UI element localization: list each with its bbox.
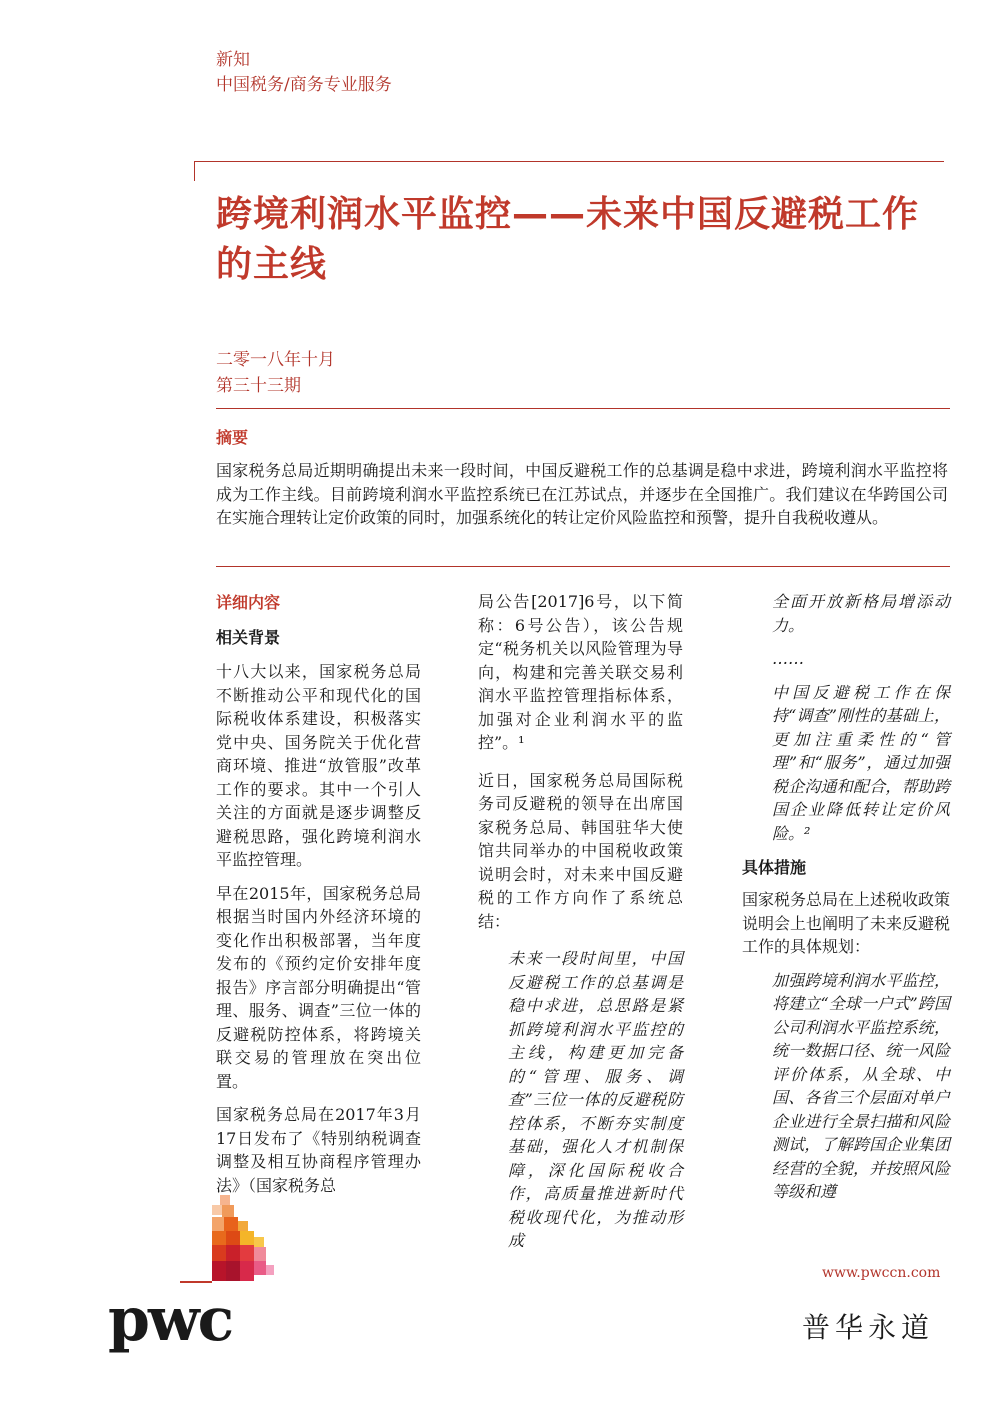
- col3-paragraph: 国家税务总局在上述税收政策说明会上也阐明了未来反避税工作的具体规划：: [742, 890, 951, 956]
- title-rule-horizontal: [194, 161, 944, 162]
- issue-number: 第三十三期: [216, 376, 301, 396]
- summary-heading: 摘要: [216, 428, 249, 447]
- issue-date: 二零一八年十月: [216, 350, 335, 370]
- document-title: 跨境利润水平监控——未来中国反避税工作的主线: [216, 194, 920, 285]
- divider-summary: [216, 566, 950, 567]
- column-3: [742, 590, 950, 1214]
- column-2: [478, 590, 683, 1263]
- col3-ellipsis: ……: [772, 649, 804, 668]
- col1-paragraph-3: 国家税务总局在2017年3月17日发布了《特别纳税调查调整及相互协商程序管理办法》（国家税务总: [216, 1105, 421, 1195]
- col2-paragraph-2: 近日，国家税务总局国际税务司反避税的领导在出席国家税务总局、韩国驻华大使馆共同举办的中国税收政策说明会时，对未来中国反避税的工作方向作了系统总结：: [478, 770, 683, 931]
- divider-top: [216, 408, 950, 409]
- background-heading: 相关背景: [216, 628, 281, 647]
- summary-text: 国家税务总局近期明确提出未来一段时间，中国反避税工作的总基调是稳中求进，跨境利润水平监控将成为工作主线。目前跨境利润水平监控系统已在江苏试点，并逐步在全国推广。我们建议在华跨国公司在实施合理转让定价政策的同时，加强系统化的转让定价风险监控和预警，提升自我税收遵从。: [216, 461, 948, 527]
- measures-heading: 具体措施: [742, 858, 807, 877]
- logo-underline: [180, 1281, 212, 1283]
- col1-paragraph-1: 十八大以来，国家税务总局不断推动公平和现代化的国际税收体系建设，积极落实党中央、国务院关于优化营商环境、推进“放管服”改革工作的要求。其中一个引人关注的方面就是逐步调整反避税思路，强化跨境利润水平监控管理。: [216, 662, 421, 869]
- header-line2: 中国税务/商务专业服务: [216, 75, 392, 95]
- header: [216, 48, 392, 98]
- pwc-logo-text: pwc: [108, 1285, 233, 1355]
- column-1: [216, 590, 421, 1207]
- col1-paragraph-2: 早在2015年，国家税务总局根据当时国内外经济环境的变化作出积极部署，当年度发布的《预约定价安排年度报告》序言部分明确提出“管理、服务、调查”三位一体的反避税防控体系，将跨境关联交易的管理放在突出位置。: [216, 883, 421, 1091]
- col2-paragraph-1: 局公告[2017]6号，以下简称：6号公告），该公告规定“税务机关以风险管理为导向，构建和完善关联交易利润水平监控管理指标体系，加强对企业利润水平的监控”。¹: [478, 592, 683, 752]
- website-link[interactable]: www.pwccn.com: [822, 1265, 941, 1281]
- brand-name-cn: 普华永道: [802, 1311, 935, 1344]
- details-heading: 详细内容: [216, 593, 281, 612]
- header-line1: 新知: [216, 50, 250, 70]
- col3-quote-1: 全面开放新格局增添动力。: [772, 592, 950, 635]
- col2-quote: 未来一段时间里，中国反避税工作的总基调是稳中求进，总思路是紧抓跨境利润水平监控的主线，构建更加完备的“管理、服务、调查”三位一体的反避税防控体系，不断夯实制度基础，强化人才机制保障，深化国际税收合作，高质量推进新时代税收现代化，为推动形成: [508, 949, 683, 1250]
- issue-info: [216, 347, 335, 399]
- col3-quote-2: 中国反避税工作在保持“调查”刚性的基础上，更加注重柔性的“管理”和“服务”，通过加强税企沟通和配合，帮助跨国企业降低转让定价风险。²: [772, 682, 950, 843]
- title-rule-vertical: [194, 161, 195, 181]
- col3-quote-3: 加强跨境利润水平监控，将建立“全球一户式”跨国公司利润水平监控系统，统一数据口径、统一风险评价体系，从全球、中国、各省三个层面对单户企业进行全景扫描和风险测试，了解跨国企业集团经营的全貌，并按照风险等级和遵: [772, 970, 950, 1201]
- pwc-logo-mosaic: [212, 1195, 276, 1285]
